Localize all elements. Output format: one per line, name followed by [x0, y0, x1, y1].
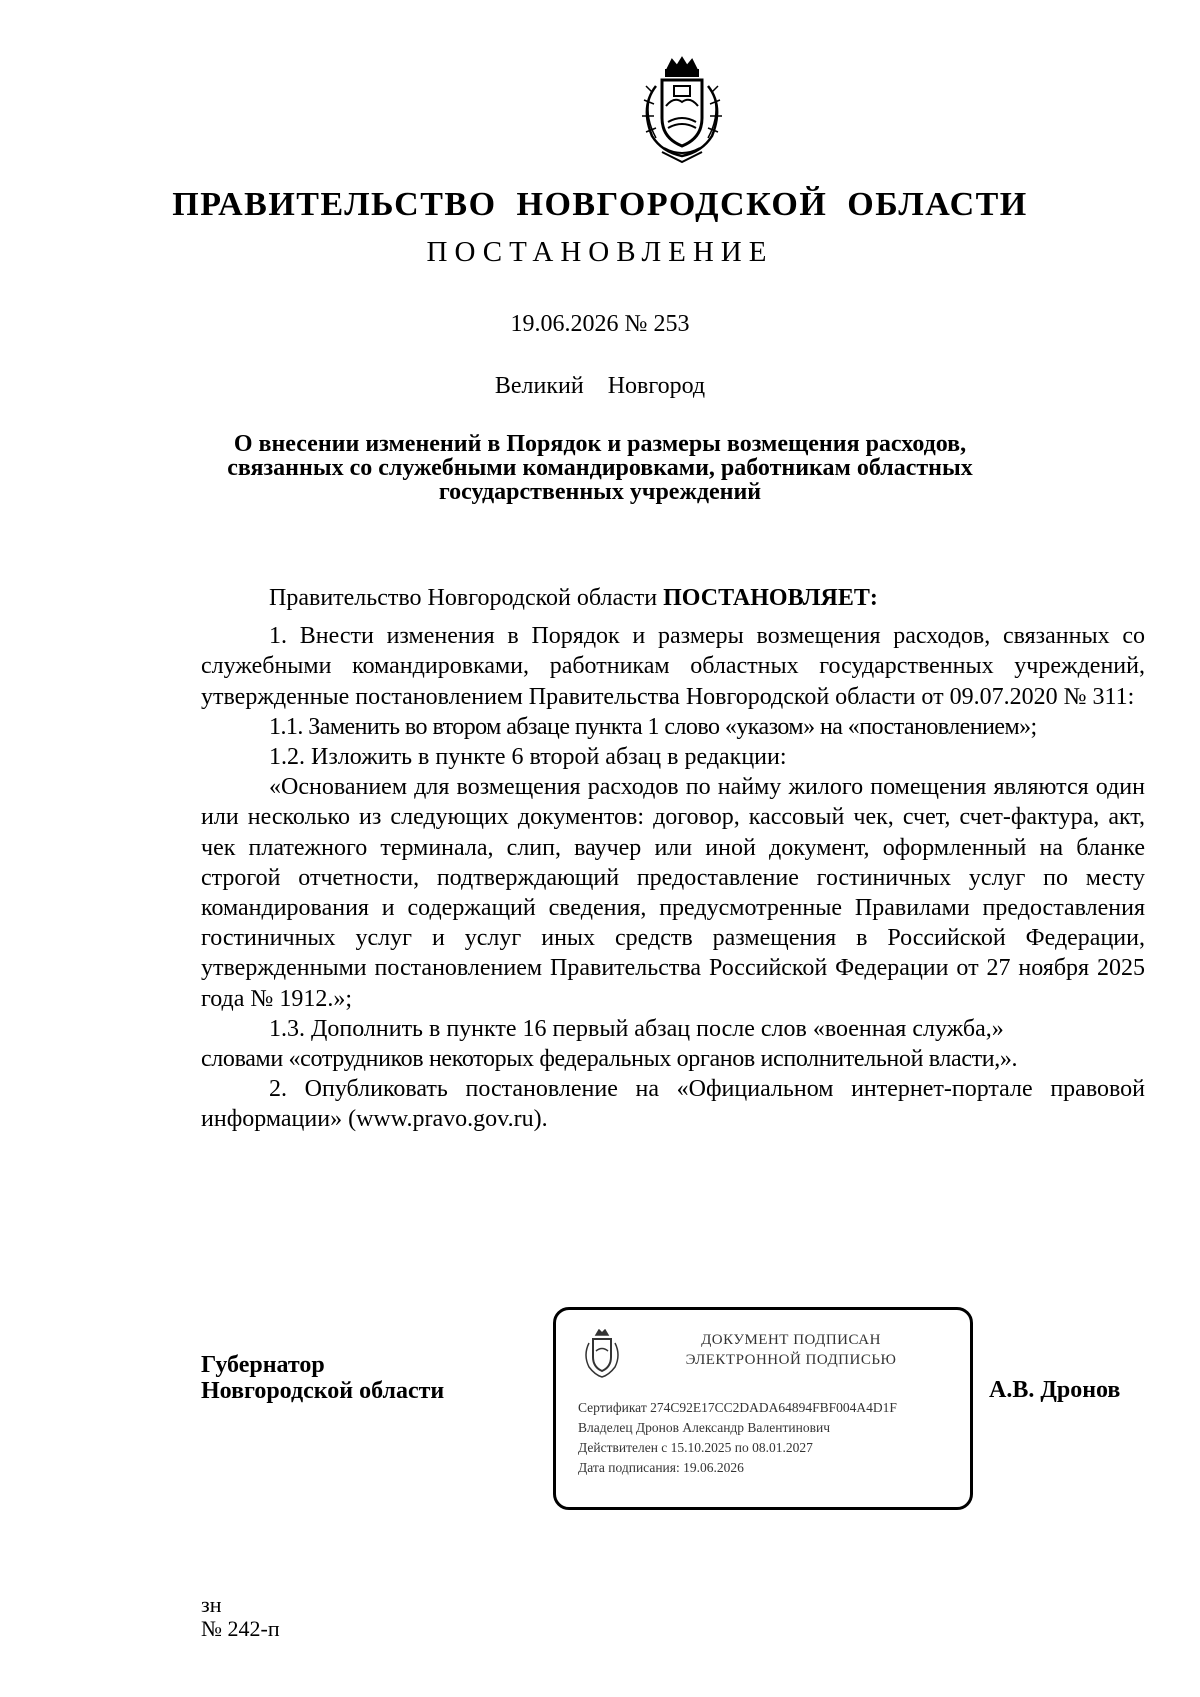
paragraph-quote: «Основанием для возмещения расходов по найму жилого помещения являются один или несколько из следующих документов: договор, кассовый чек, счет, счет-фактура, акт, чек платежного терминала, слип, ваучер или иной документ, оформленный на бланке строгой отчетности, подтверждающий предоставление гостиничных услуг по месту командирования и содержащий сведения, предусмотренные Правилами предоставления гостиничных услуг и услуг иных средств размещения в Российской Федерации, утвержденными постановлением Правительства Российской Федерации от 27 ноября 2025 года № 1912.»;: [201, 774, 1145, 1012]
document-number: 19.06.2026 № 253: [510, 311, 690, 337]
paragraph-1-1: 1.1. Заменить во втором абзаце пункта 1 слово «указом» на «постановлением»;: [269, 713, 1037, 740]
paragraph-1-3b: словами «сотрудников некоторых федеральных органов исполнительной власти,».: [201, 1046, 1018, 1073]
paragraph-1-2: 1.2. Изложить в пункте 6 второй абзац в редакции:: [269, 744, 787, 771]
subject-line: О внесении изменений в Порядок и размеры возмещения расходов,: [233, 431, 967, 457]
intro-strong: ПОСТАНОВЛЯЕТ:: [663, 585, 878, 611]
paragraph-2: 2. Опубликовать постановление на «Официальном интернет-портале правовой информации» (www.pravo.gov.ru).: [201, 1076, 1145, 1133]
stamp-header-line: ЭЛЕКТРОННОЙ ПОДПИСЬЮ: [685, 1352, 897, 1368]
intro-paragraph: [201, 583, 1145, 613]
subject-line: государственных учреждений: [438, 479, 762, 505]
electronic-signature-stamp: [553, 1307, 973, 1510]
footer-initials: зн: [201, 1592, 222, 1617]
novgorod-coat-of-arms-icon: [632, 56, 732, 166]
stamp-details: [578, 1398, 897, 1478]
document-subject: [0, 432, 1200, 504]
org-title: ПРАВИТЕЛЬСТВО НОВГОРОДСКОЙ ОБЛАСТИ: [172, 186, 1028, 223]
stamp-header: [631, 1330, 951, 1370]
document-body: [201, 583, 1145, 1135]
signer-position-line: Губернатор: [201, 1352, 325, 1378]
paragraph-1-3a: 1.3. Дополнить в пункте 16 первый абзац после слов «военная служба,»: [269, 1015, 1004, 1042]
stamp-certificate: Сертификат 274C92E17CC2DADA64894FBF004A4D1F: [578, 1400, 897, 1415]
document-city: Великий Новгород: [494, 373, 706, 399]
subject-line: связанных со служебными командировками, работникам областных: [227, 455, 973, 481]
novgorod-coat-of-arms-icon: [581, 1329, 623, 1379]
paragraph-1: 1. Внести изменения в Порядок и размеры возмещения расходов, связанных со служебными командировками, работникам областных государственных учреждений, утвержденные постановлением Правительства Новгородской области от 09.07.2020 № 311:: [201, 623, 1145, 710]
stamp-signed-date: Дата подписания: 19.06.2026: [578, 1460, 744, 1475]
stamp-owner: Владелец Дронов Александр Валентинович: [578, 1420, 830, 1435]
footer-reg-number: № 242-п: [201, 1616, 280, 1641]
signer-position-line: Новгородской области: [201, 1378, 445, 1404]
document-type: ПОСТАНОВЛЕНИЕ: [426, 236, 774, 268]
signer-name: А.В. Дронов: [989, 1377, 1121, 1403]
stamp-header-line: ДОКУМЕНТ ПОДПИСАН: [701, 1332, 881, 1348]
intro-text: Правительство Новгородской области: [269, 585, 664, 611]
footer-code: [201, 1593, 280, 1641]
signer-position: [201, 1352, 444, 1404]
stamp-validity: Действителен с 15.10.2025 по 08.01.2027: [578, 1440, 813, 1455]
